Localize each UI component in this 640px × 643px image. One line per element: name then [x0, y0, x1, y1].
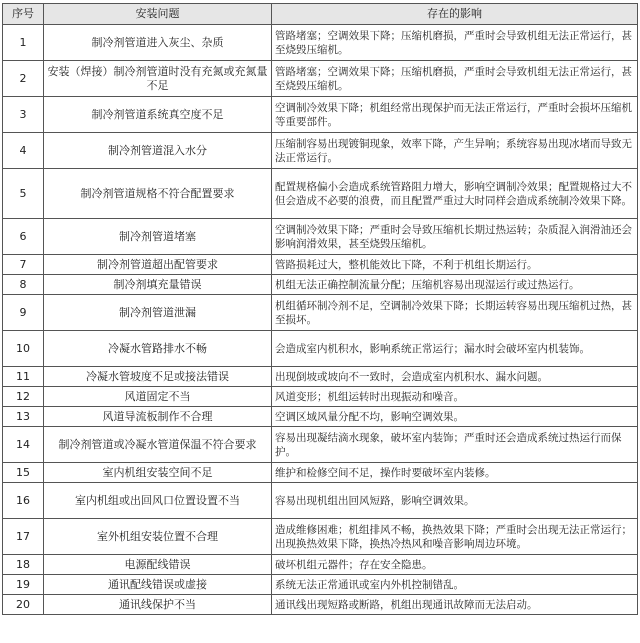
row-effect: 通讯线出现短路或断路，机组出现通讯故障而无法启动。 — [272, 595, 638, 615]
row-no: 6 — [3, 219, 44, 255]
row-no: 19 — [3, 575, 44, 595]
row-no: 2 — [3, 61, 44, 97]
table-row — [3, 275, 638, 295]
row-effect: 出现倒坡或坡向不一致时，会造成室内机积水、漏水问题。 — [272, 367, 638, 387]
table-row — [3, 367, 638, 387]
table-row — [3, 219, 638, 255]
row-effect: 空调制冷效果下降；机组经常出现保护而无法正常运行，严重时会损坏压缩机等重要部件。 — [272, 97, 638, 133]
row-no: 7 — [3, 255, 44, 275]
row-no: 15 — [3, 463, 44, 483]
row-no: 4 — [3, 133, 44, 169]
row-no: 17 — [3, 519, 44, 555]
row-effect: 压缩制容易出现镀铜现象，效率下降，产生异响；系统容易出现冰堵而导致无法正常运行。 — [272, 133, 638, 169]
row-no: 13 — [3, 407, 44, 427]
row-issue: 制冷剂管道或冷凝水管道保温不符合要求 — [44, 427, 272, 463]
table-row — [3, 519, 638, 555]
row-issue: 制冷剂管道系统真空度不足 — [44, 97, 272, 133]
row-effect: 风道变形；机组运转时出现振动和噪音。 — [272, 387, 638, 407]
row-no: 3 — [3, 97, 44, 133]
row-effect: 系统无法正常通讯或室内外机控制错乱。 — [272, 575, 638, 595]
row-effect: 配置规格偏小会造成系统管路阻力增大，影响空调制冷效果；配置规格过大不但会造成不必要的浪费，而且配置严重过大时同样会造成系统制冷效果下降。 — [272, 169, 638, 219]
table-row — [3, 25, 638, 61]
row-no: 18 — [3, 555, 44, 575]
row-issue: 风道导流板制作不合理 — [44, 407, 272, 427]
table-row — [3, 483, 638, 519]
row-effect: 机组无法正确控制流量分配；压缩机容易出现湿运行或过热运行。 — [272, 275, 638, 295]
row-effect: 会造成室内机积水，影响系统正常运行；漏水时会破坏室内机装饰。 — [272, 331, 638, 367]
header-effect: 存在的影响 — [272, 4, 638, 25]
row-effect: 维护和检修空间不足，操作时要破坏室内装修。 — [272, 463, 638, 483]
row-no: 14 — [3, 427, 44, 463]
row-issue: 制冷剂管道进入灰尘、杂质 — [44, 25, 272, 61]
table-row — [3, 575, 638, 595]
row-issue: 制冷剂管道泄漏 — [44, 295, 272, 331]
table-row — [3, 407, 638, 427]
table-row — [3, 61, 638, 97]
table-row — [3, 595, 638, 615]
row-issue: 室外机组安装位置不合理 — [44, 519, 272, 555]
row-issue: 制冷剂管道堵塞 — [44, 219, 272, 255]
table-row — [3, 331, 638, 367]
row-effect: 管路损耗过大，整机能效比下降，不利于机组长期运行。 — [272, 255, 638, 275]
install-issues-table-container — [2, 3, 637, 615]
row-no: 11 — [3, 367, 44, 387]
row-issue: 室内机组或出回风口位置设置不当 — [44, 483, 272, 519]
row-no: 8 — [3, 275, 44, 295]
row-issue: 制冷剂管道混入水分 — [44, 133, 272, 169]
row-issue: 通讯线保护不当 — [44, 595, 272, 615]
table-row — [3, 427, 638, 463]
table-row — [3, 463, 638, 483]
table-row — [3, 387, 638, 407]
row-effect: 机组循环制冷剂不足，空调制冷效果下降；长期运转容易出现压缩机过热，甚至损坏。 — [272, 295, 638, 331]
row-issue: 安装（焊接）制冷剂管道时没有充氮或充氮量不足 — [44, 61, 272, 97]
row-effect: 容易出现机组出回风短路，影响空调效果。 — [272, 483, 638, 519]
table-row — [3, 255, 638, 275]
row-issue: 冷凝水管坡度不足或接法错误 — [44, 367, 272, 387]
row-issue: 冷凝水管路排水不畅 — [44, 331, 272, 367]
install-issues-table — [2, 3, 638, 615]
header-row — [3, 4, 638, 25]
table-row — [3, 169, 638, 219]
header-issue: 安装问题 — [44, 4, 272, 25]
row-no: 20 — [3, 595, 44, 615]
row-effect: 空调制冷效果下降；严重时会导致压缩机长期过热运转；杂质混入润滑油还会影响润滑效果，甚至烧毁压缩机。 — [272, 219, 638, 255]
table-row — [3, 295, 638, 331]
row-no: 5 — [3, 169, 44, 219]
row-issue: 制冷剂管道规格不符合配置要求 — [44, 169, 272, 219]
row-effect: 空调区域风量分配不均，影响空调效果。 — [272, 407, 638, 427]
row-no: 16 — [3, 483, 44, 519]
row-no: 9 — [3, 295, 44, 331]
row-effect: 容易出现凝结滴水现象，破坏室内装饰；严重时还会造成系统过热运行而保护。 — [272, 427, 638, 463]
row-issue: 制冷剂管道超出配管要求 — [44, 255, 272, 275]
table-row — [3, 133, 638, 169]
row-effect: 造成维修困难；机组排风不畅，换热效果下降；严重时会出现无法正常运行；出现换热效果下降，换热冷热风和噪音影响周边环境。 — [272, 519, 638, 555]
row-issue: 风道固定不当 — [44, 387, 272, 407]
row-issue: 制冷剂填充量错误 — [44, 275, 272, 295]
row-no: 10 — [3, 331, 44, 367]
row-effect: 破坏机组元器件；存在安全隐患。 — [272, 555, 638, 575]
header-no: 序号 — [3, 4, 44, 25]
row-issue: 通讯配线错误或虚接 — [44, 575, 272, 595]
row-effect: 管路堵塞；空调效果下降；压缩机磨损，严重时会导致机组无法正常运行，甚至烧毁压缩机。 — [272, 25, 638, 61]
row-issue: 电源配线错误 — [44, 555, 272, 575]
row-issue: 室内机组安装空间不足 — [44, 463, 272, 483]
row-effect: 管路堵塞；空调效果下降；压缩机磨损，严重时会导致机组无法正常运行，甚至烧毁压缩机。 — [272, 61, 638, 97]
table-row — [3, 555, 638, 575]
table-row — [3, 97, 638, 133]
row-no: 12 — [3, 387, 44, 407]
row-no: 1 — [3, 25, 44, 61]
